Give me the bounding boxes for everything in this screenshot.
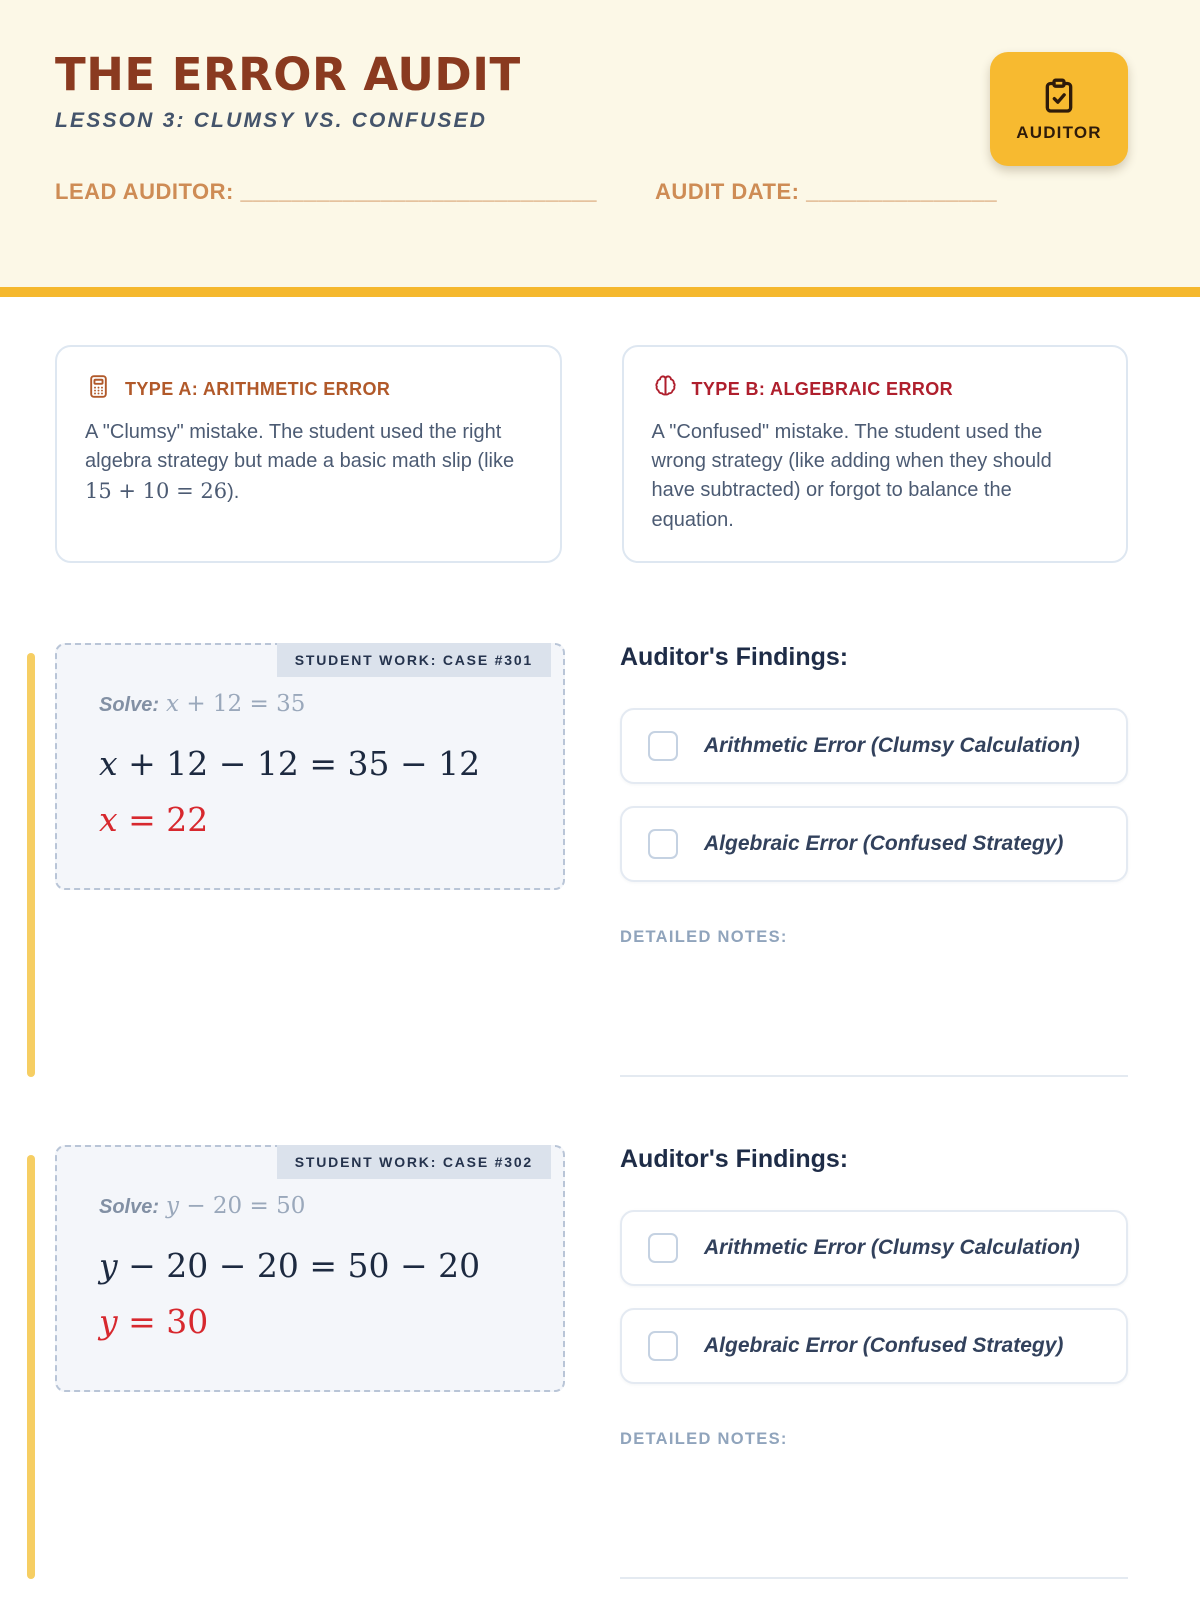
option-label-arithmetic-301: Arithmetic Error (Clumsy Calculation) <box>704 733 1080 757</box>
work-equation-302: y − 20 − 20 = 50 − 20 <box>99 1245 481 1285</box>
calculator-icon <box>85 373 112 405</box>
solve-label: Solve: <box>99 693 160 716</box>
checkbox-algebraic-301[interactable] <box>648 829 678 859</box>
student-work-box-301 <box>55 643 565 890</box>
section-divider-301 <box>620 1075 1128 1077</box>
solve-label: Solve: <box>99 1195 160 1218</box>
checkbox-algebraic-302[interactable] <box>648 1331 678 1361</box>
notes-area-302 <box>620 1449 1128 1577</box>
brain-icon <box>652 373 679 405</box>
checkbox-arithmetic-301[interactable] <box>648 731 678 761</box>
student-work-tag-302: STUDENT WORK: CASE #302 <box>277 1145 551 1179</box>
findings-title-302: Auditor's Findings: <box>620 1144 849 1173</box>
lead-auditor-field <box>55 179 597 205</box>
type-a-description: A "Clumsy" mistake. The student used the right algebra strategy but made a basic math slip (like 15 + 10 = 26). <box>85 421 515 504</box>
type-a-inline-equation: 15 + 10 = 26 <box>85 479 228 504</box>
problem-statement-302 <box>99 1193 545 1219</box>
clipboard-check-icon <box>1039 76 1079 116</box>
case-301-left-column <box>55 641 565 1077</box>
type-a-card <box>55 345 562 563</box>
student-work-tag-301: STUDENT WORK: CASE #301 <box>277 643 551 677</box>
checkbox-arithmetic-302[interactable] <box>648 1233 678 1263</box>
option-arithmetic-error-302[interactable] <box>620 1210 1128 1286</box>
type-b-card <box>622 345 1129 563</box>
lead-auditor-blank-line: ____________________________ <box>240 179 598 204</box>
detailed-notes-label-301: DETAILED NOTES: <box>620 927 788 946</box>
option-arithmetic-error-301[interactable] <box>620 708 1128 784</box>
audit-date-blank-line: _______________ <box>806 179 998 204</box>
option-algebraic-error-301[interactable] <box>620 806 1128 882</box>
student-work-box-302 <box>55 1145 565 1392</box>
case-302-findings-column <box>620 1143 1128 1579</box>
result-equation-301: x = 22 <box>99 799 209 839</box>
type-b-title: TYPE B: ALGEBRAIC ERROR <box>691 378 954 399</box>
result-equation-302: y = 30 <box>99 1301 209 1341</box>
notes-area-301 <box>620 947 1128 1075</box>
audit-date-field <box>655 179 997 205</box>
header-accent-bar <box>0 287 1200 297</box>
section-divider-302 <box>620 1577 1128 1579</box>
problem-equation-301: x + 12 = 35 <box>166 690 306 717</box>
page-subtitle: LESSON 3: CLUMSY VS. CONFUSED <box>55 109 488 132</box>
page-title: THE ERROR AUDIT <box>55 48 521 101</box>
page-header <box>0 0 1200 287</box>
option-algebraic-error-302[interactable] <box>620 1308 1128 1384</box>
main-content <box>0 297 1200 1579</box>
type-b-description: A "Confused" mistake. The student used the wrong strategy (like adding when they should have subtracted) or forgot to balance the equation. <box>651 421 1052 531</box>
type-a-header <box>85 373 532 405</box>
lead-auditor-label: LEAD AUDITOR: <box>55 179 234 204</box>
findings-title-301: Auditor's Findings: <box>620 642 849 671</box>
error-type-cards <box>55 345 1128 563</box>
work-equation-301: x + 12 − 12 = 35 − 12 <box>99 743 481 783</box>
problem-statement-301 <box>99 691 545 717</box>
type-a-title: TYPE A: ARITHMETIC ERROR <box>125 378 391 399</box>
option-label-algebraic-302: Algebraic Error (Confused Strategy) <box>704 1333 1064 1357</box>
meta-row <box>55 179 1128 205</box>
detailed-notes-label-302: DETAILED NOTES: <box>620 1429 788 1448</box>
audit-date-label: AUDIT DATE: <box>655 179 800 204</box>
auditor-badge <box>990 52 1128 166</box>
case-301-findings-column <box>620 641 1128 1077</box>
problem-equation-302: y − 20 = 50 <box>166 1192 306 1219</box>
case-section-301 <box>55 641 1128 1077</box>
type-b-header <box>652 373 1099 405</box>
option-label-arithmetic-302: Arithmetic Error (Clumsy Calculation) <box>704 1235 1080 1259</box>
option-label-algebraic-301: Algebraic Error (Confused Strategy) <box>704 831 1064 855</box>
auditor-badge-label: AUDITOR <box>1016 122 1102 142</box>
case-302-left-column <box>55 1143 565 1579</box>
case-section-302 <box>55 1143 1128 1579</box>
